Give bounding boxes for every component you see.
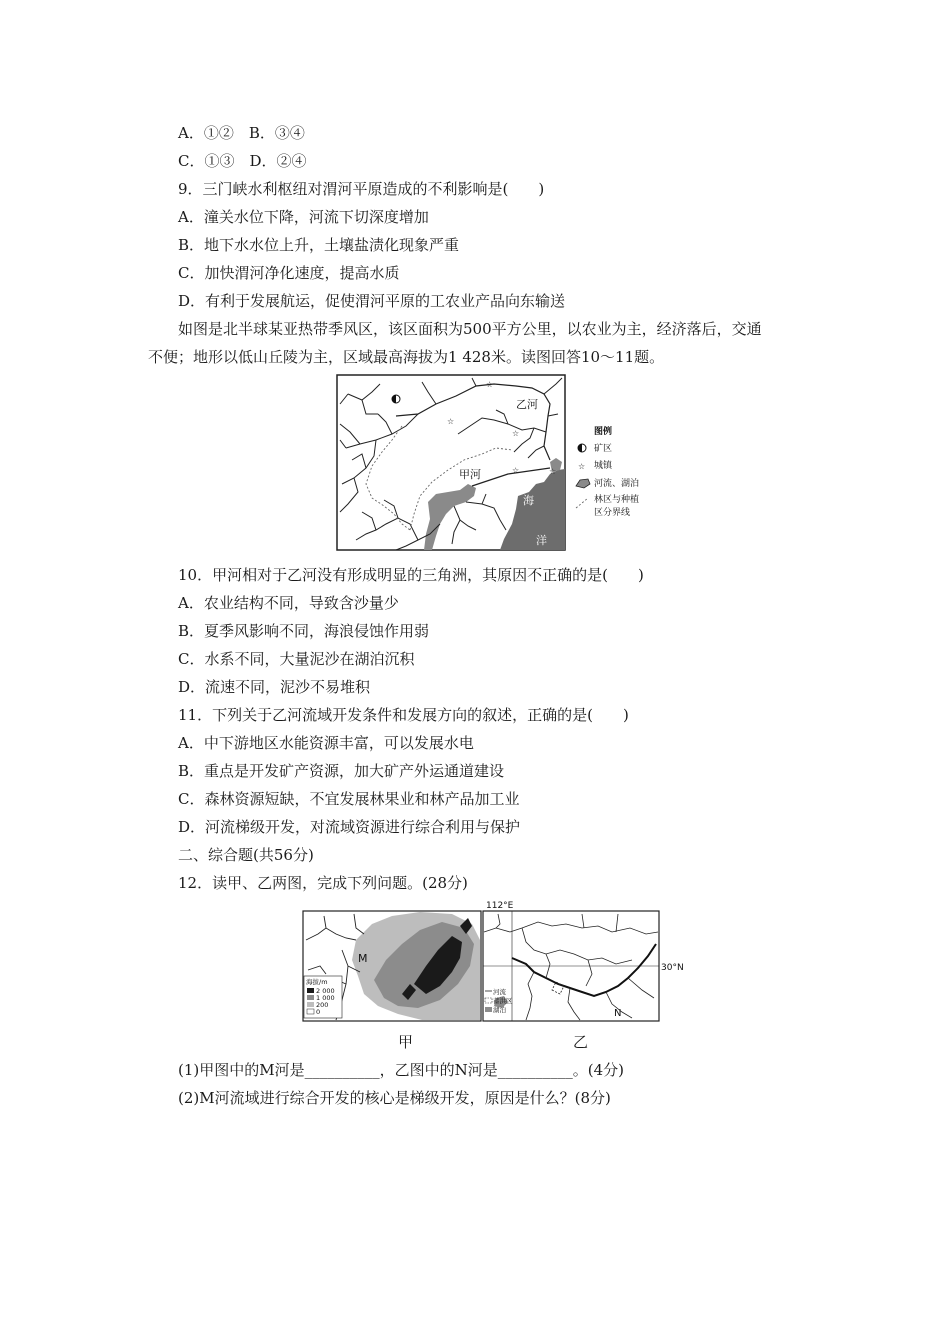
legend-town: 城镇: [594, 461, 613, 471]
legend-forest-icon: [576, 498, 588, 508]
q9-option-a: A．潼关水位下降，河流下切深度增加: [178, 208, 429, 226]
q9-option-d: D．有利于发展航运，促使渭河平原的工农业产品向东输送: [178, 292, 566, 310]
town-icon: ☆: [486, 380, 494, 389]
q10-option-a: A．农业结构不同，导致含沙量少: [178, 594, 399, 612]
q9-stem: 9．三门峡水利枢纽对渭河平原造成的不利影响是( ): [178, 180, 545, 198]
q12-sub1: (1)甲图中的M河是__________，乙图中的N河是__________。(4分): [178, 1061, 624, 1079]
section-heading: 二、综合题(共56分): [178, 846, 314, 864]
q10-option-c: C．水系不同，大量泥沙在湖泊沉积: [178, 650, 415, 668]
map-jia: [302, 910, 482, 1022]
legend-level-1000: 1 000: [316, 994, 335, 1002]
legend-elevation-title: 海拔/m: [306, 978, 328, 986]
q12-stem: 12．读甲、乙两图，完成下列问题。(28分): [178, 874, 468, 892]
q11-option-b: B．重点是开发矿产资源，加大矿产外运通道建设: [178, 762, 505, 780]
q9-option-c: C．加快渭河净化速度，提高水质: [178, 264, 400, 282]
legend-forest-1: 林区与种植: [594, 495, 640, 505]
river-n-label: N: [614, 1008, 622, 1019]
legend-river: 河流、湖泊: [594, 479, 640, 489]
q11-stem: 11．下列关于乙河流域开发条件和发展方向的叙述，正确的是( ): [178, 706, 629, 724]
q11-option-c: C．森林资源短缺，不宜发展林果业和林产品加工业: [178, 790, 520, 808]
legend-flood: 蓄洪区: [493, 997, 513, 1005]
legend-lake: 湖泊: [493, 1006, 506, 1014]
river-b-label: 乙河: [516, 398, 538, 411]
legend-town-icon: ☆: [578, 462, 586, 471]
map-yi-svg: [482, 898, 684, 1022]
region-map-svg: [336, 374, 666, 552]
legend-level-2000: 2 000: [316, 987, 335, 995]
region-map: [336, 374, 666, 552]
map-yi: [482, 898, 684, 1022]
river-m-label: M: [358, 952, 368, 965]
q8-options-cd: C．①③ D．②④: [178, 152, 307, 170]
legend-forest-2: 区分界线: [594, 508, 631, 518]
q10-option-d: D．流速不同，泥沙不易堆积: [178, 678, 371, 696]
intro-line-1: 如图是北半球某亚热带季风区，该区面积为500平方公里，以农业为主，经济落后，交通: [178, 320, 762, 338]
legend-mine: 矿区: [594, 444, 613, 454]
latitude-label: 30°N: [661, 963, 684, 973]
legend-title: 图例: [594, 427, 613, 437]
legend-lake-icon: [485, 1007, 492, 1012]
q9-option-b: B．地下水水位上升，土壤盐渍化现象严重: [178, 236, 460, 254]
legend-river: 河流: [493, 988, 506, 996]
longitude-label: 112°E: [486, 901, 514, 911]
q10-option-b: B．夏季风影响不同，海浪侵蚀作用弱: [178, 622, 430, 640]
figure-caption-yi: 乙: [573, 1033, 589, 1051]
ocean-label: 洋: [536, 534, 547, 547]
q11-option-a: A．中下游地区水能资源丰富，可以发展水电: [178, 734, 474, 752]
town-icon: ☆: [512, 429, 520, 438]
legend-level-200: 200: [316, 1001, 329, 1009]
q10-stem: 10．甲河相对于乙河没有形成明显的三角洲，其原因不正确的是( ): [178, 566, 644, 584]
town-icon: ☆: [512, 466, 520, 475]
town-icon: ☆: [447, 417, 455, 426]
legend-river-icon: [576, 479, 590, 488]
intro-line-2: 不便；地形以低山丘陵为主，区域最高海拔为1 428米。读图回答10～11题。: [148, 348, 665, 366]
q12-sub2: (2)M河流域进行综合开发的核心是梯级开发，原因是什么？(8分): [178, 1089, 611, 1107]
sea-label: 海: [523, 494, 534, 507]
q11-option-d: D．河流梯级开发，对流域资源进行综合利用与保护: [178, 818, 521, 836]
map-jia-svg: [302, 910, 482, 1022]
town-icon: ☆: [549, 467, 557, 476]
legend-level-0: 0: [316, 1008, 321, 1016]
figure-caption-jia: 甲: [398, 1033, 414, 1051]
q8-options-ab: A．①② B．③④: [178, 124, 305, 142]
river-a-label: 甲河: [459, 468, 481, 481]
